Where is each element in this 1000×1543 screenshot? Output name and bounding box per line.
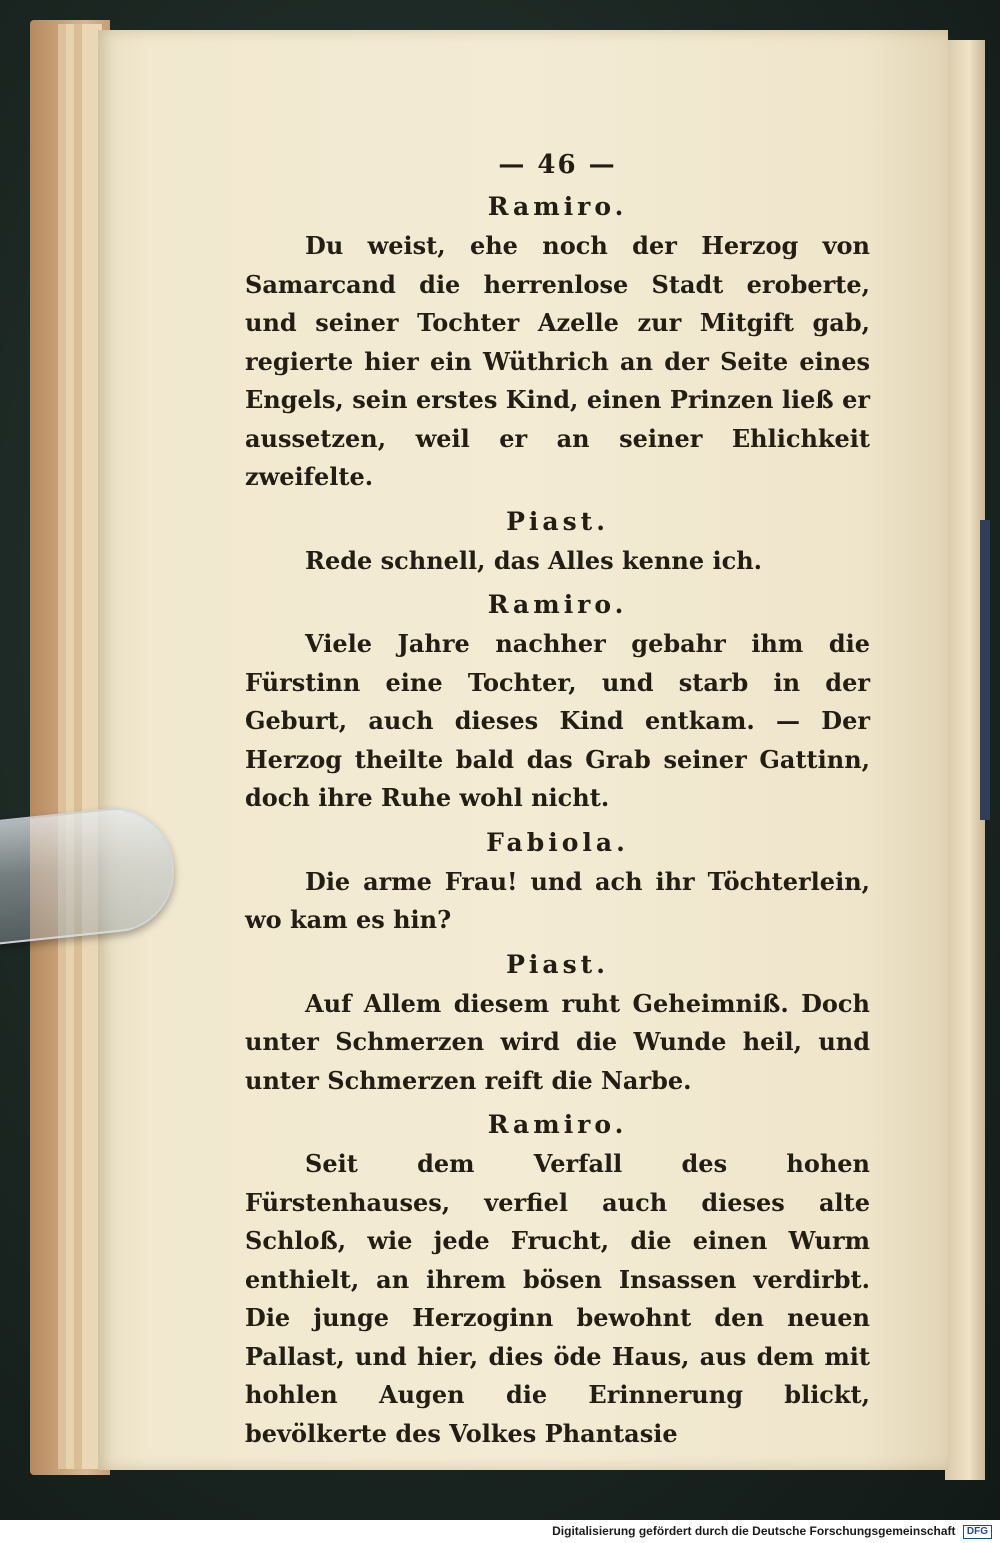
speech-text: Auf Allem diesem ruht Geheimniß. Doch unter Schmerzen wird die Wunde heil, und unter Schmerzen reift die Narbe. xyxy=(245,988,870,1095)
speaker-name: Ramiro. xyxy=(487,1110,628,1139)
adjacent-page-edge xyxy=(945,40,985,1480)
speaker-name: Ramiro. xyxy=(487,590,628,619)
speech-text: Die arme Frau! und ach ihr Töchterlein, wo kam es hin? xyxy=(245,866,870,934)
bookmark-ribbon xyxy=(980,520,990,820)
page-number: — 46 — xyxy=(498,150,617,180)
dfg-logo-icon: DFG xyxy=(963,1525,992,1539)
footer-credit xyxy=(0,1520,1000,1543)
page-text-block xyxy=(245,150,870,1453)
speech-text: Viele Jahre nachher gebahr ihm die Fürstinn eine Tochter, und starb in der Geburt, auch dieses Kind entkam. — Der Herzog theilte bald das Grab seiner Gattinn, doch ihre Ruhe wohl nicht. xyxy=(245,629,870,812)
speaker-name: Piast. xyxy=(506,949,609,979)
speech-text: Seit dem Verfall des hohen Fürstenhauses, verfiel auch dieses alte Schloß, wie jede Frucht, die einen Wurm enthielt, an ihrem bösen Insassen verdirbt. Die junge Herzoginn bewohnt den neuen Pallast, und hier, dies öde Haus, aus dem mit hohlen Augen die Erinnerung blickt, bevölkerte des Volkes Phantasie xyxy=(245,1149,870,1448)
speaker-name: Fabiola. xyxy=(486,827,629,857)
speech-text: Du weist, ehe noch der Herzog von Samarcand die herrenlose Stadt eroberte, und seiner Tochter Azelle zur Mitgift gab, regierte hier ein Wüthrich an der Seite eines Engels, sein erstes Kind, einen Prinzen ließ er aussetzen, weil er an seiner Ehlichkeit zweifelte. xyxy=(245,231,870,491)
speech-text: Rede schnell, das Alles kenne ich. xyxy=(305,545,763,575)
credit-text: Digitalisierung gefördert durch die Deutsche Forschungsgemeinschaft xyxy=(552,1524,956,1538)
speaker-name: Ramiro. xyxy=(487,192,628,221)
speaker-name: Piast. xyxy=(506,506,609,536)
